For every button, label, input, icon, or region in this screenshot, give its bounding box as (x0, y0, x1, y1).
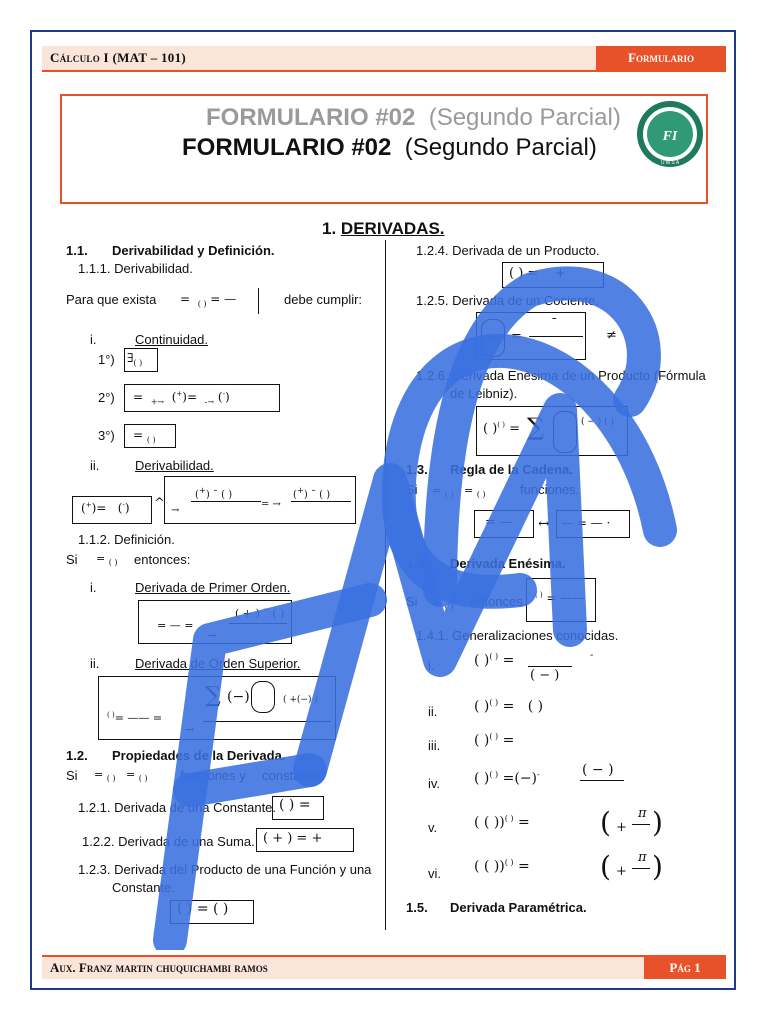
chain-box-2: — = — · — (556, 510, 630, 538)
s123-heading-a: 1.2.3. Derivada del Producto de una Función y una (78, 862, 372, 877)
cond-2: 2°) (98, 390, 115, 405)
s15-title: Derivada Paramétrica. (450, 900, 587, 915)
gen-5-pi: π (638, 806, 647, 821)
section-label: Formulario (596, 46, 726, 70)
gen-5-fraction-bar (632, 824, 650, 825)
higher-derivative-box: ( )= —— = → ∑ (−) ( +(−) ) (98, 676, 336, 740)
s126-heading-b: de Leibniz). (450, 386, 518, 401)
s14-num: 1.4. (406, 556, 428, 571)
s122-heading: 1.2.2. Derivada de una Suma. (82, 834, 255, 849)
seal-monogram: FI (662, 129, 678, 144)
s125-heading: 1.2.5. Derivada de un Cociente. (416, 293, 599, 308)
quotient-deriv-box: − = ¯ (476, 312, 586, 360)
title-shadow-bold: FORMULARIO #02 (206, 104, 416, 131)
continuidad-label: Continuidad. (135, 332, 208, 347)
gen-formula-6: ( ( ))( ) = (474, 858, 530, 875)
si3-formula: = $_{( )}$ = $_{( )}$ (432, 484, 486, 500)
title-main-paren: (Segundo Parcial) (404, 134, 597, 161)
orden-superior-label: Derivada de Orden Superior. (135, 656, 301, 671)
column-divider (385, 240, 386, 930)
lateral-limits-box: (+) ¯ ( ) → = → (+) ¯ ( ) (164, 476, 356, 524)
def-formula: = $_{( )}$ = — (180, 292, 237, 309)
faculty-seal-logo (636, 100, 704, 168)
funciones-text: funciones. (520, 482, 580, 497)
page-number: Pág 1 (644, 957, 726, 979)
title-shadow (206, 104, 621, 132)
sum-deriv-box: ( + ) = + (256, 828, 354, 852)
gen-formula-3: ( )( ) = (474, 732, 515, 749)
section-title (322, 219, 445, 239)
roman-ii: ii. (90, 458, 100, 473)
product-deriv-box: ( ) = + (502, 262, 604, 288)
s126-heading-a: 1.2.6. Derivada Enésima de un Producto (Fórmula (416, 368, 706, 383)
constante-text: constante. (262, 768, 322, 783)
debe-cumplir-text: debe cumplir: (284, 292, 363, 307)
si2-formula: = $_{( )}$ = $_{( )}$ (94, 768, 148, 784)
derivabilidad-label: Derivabilidad. (135, 458, 214, 473)
and-symbol: ^ (154, 496, 165, 511)
si2-text: Si (66, 768, 78, 783)
title-shadow-paren: (Segundo Parcial) (428, 104, 621, 131)
funciones-y-text: funciones y (180, 768, 246, 783)
s141-heading: 1.4.1. Generalizaciones conocidas. (416, 628, 619, 643)
chain-box-1: = — (474, 510, 534, 538)
const-product-box: ( ) = ( ) (170, 900, 254, 924)
eval-bar (258, 288, 259, 314)
gen-1-denominator: ( − ) (530, 668, 560, 683)
gen-roman-1: i. (428, 658, 435, 673)
gen-6-pi: π (638, 850, 647, 865)
si4-formula: = $_{( )}$ (432, 596, 454, 612)
iff-arrow-icon: ↔ (538, 516, 550, 532)
lateral-deriv-box: (+)= (-) (72, 496, 152, 524)
section-number: 1. (322, 219, 337, 238)
exists-box: $\exists_{( )}$ (124, 348, 158, 372)
roman-ii-2: ii. (90, 656, 100, 671)
nth-deriv-box: ( ) = —— (526, 578, 596, 622)
s13-title: Regla de la Cadena. (450, 462, 573, 477)
primer-orden-label: Derivada de Primer Orden. (135, 580, 291, 595)
s11-num: 1.1. (66, 243, 88, 258)
title-box (60, 94, 708, 204)
gen-6-paren-left: ( (600, 850, 611, 883)
cond-1: 1°) (98, 352, 115, 367)
gen-formula-5: ( ( ))( ) = (474, 814, 530, 831)
gen-formula-1: ( )( ) = (474, 652, 515, 669)
s112-heading: 1.1.2. Definición. (78, 532, 175, 547)
first-derivative-box: = — = → ( + ) ¯ ( ) (138, 600, 292, 644)
gen-roman-4: iv. (428, 776, 441, 791)
const-deriv-box: ( ) = (272, 796, 324, 820)
equal-box: = $_{( )}$ (124, 424, 176, 448)
gen-1-exponent: - (590, 650, 594, 661)
s13-num: 1.3. (406, 462, 428, 477)
leibniz-box: ( )( ) = ∑ ( − ) ( ) (476, 406, 628, 456)
gen-4-numerator: ( − ) (582, 762, 614, 778)
gen-6-paren-right: ) (652, 850, 663, 883)
gen-roman-2: ii. (428, 704, 438, 719)
course-label: Cálculo I (MAT – 101) (50, 50, 187, 65)
si4-text: Si (406, 594, 418, 609)
gen-1-fraction-bar (528, 666, 572, 667)
s121-heading: 1.2.1. Derivada de una Constante. (78, 800, 277, 815)
si-formula: = $_{( )}$ (96, 552, 118, 568)
gen-formula-4: ( )( ) =(−)- (474, 770, 540, 787)
section-title-text: DERIVADAS. (340, 219, 445, 238)
s14-title: Derivada Enésima. (450, 556, 566, 571)
roman-i: i. (90, 332, 97, 347)
author-label: Aux. Franz martin chuquichambi ramos (50, 960, 268, 975)
s111-heading: 1.1.1. Derivabilidad. (78, 261, 193, 276)
s12-title: Propiedades de la Derivada. (112, 748, 286, 763)
entonces-text: entonces: (134, 552, 191, 567)
title-main-bold: FORMULARIO #02 (182, 134, 392, 161)
entonces4-text: entonces (470, 594, 523, 609)
cond-3: 3°) (98, 428, 115, 443)
gen-roman-5: v. (428, 820, 438, 835)
not-equal-symbol: ≠ (606, 328, 617, 343)
limits-box: = $_{+\to}$ (+)= $_{-\to}$ (-) (124, 384, 280, 412)
gen-formula-2: ( )( ) = ( ) (474, 698, 544, 715)
si3-text: Si (406, 482, 418, 497)
gen-6-fraction-bar (632, 868, 650, 869)
s11-title: Derivabilidad y Definición. (112, 243, 275, 258)
gen-5-paren-right: ) (652, 806, 663, 839)
seal-bottom-text: U M S A (660, 160, 680, 166)
gen-5-paren-left: ( (600, 806, 611, 839)
watermark-text: FMCR (60, 210, 63, 211)
gen-roman-3: iii. (428, 738, 441, 753)
s124-heading: 1.2.4. Derivada de un Producto. (416, 243, 600, 258)
gen-roman-6: vi. (428, 866, 441, 881)
page-title (182, 134, 597, 162)
page-footer (42, 955, 726, 979)
s123-heading-b: Constante. (112, 880, 175, 895)
roman-i-2: i. (90, 580, 97, 595)
para-que-text: Para que exista (66, 292, 157, 307)
si-text: Si (66, 552, 78, 567)
gen-4-fraction-bar (580, 780, 624, 781)
s12-num: 1.2. (66, 748, 88, 763)
page-header (42, 46, 726, 72)
gen-6-plus: + (616, 864, 627, 879)
gen-5-plus: + (616, 820, 627, 835)
s15-num: 1.5. (406, 900, 428, 915)
